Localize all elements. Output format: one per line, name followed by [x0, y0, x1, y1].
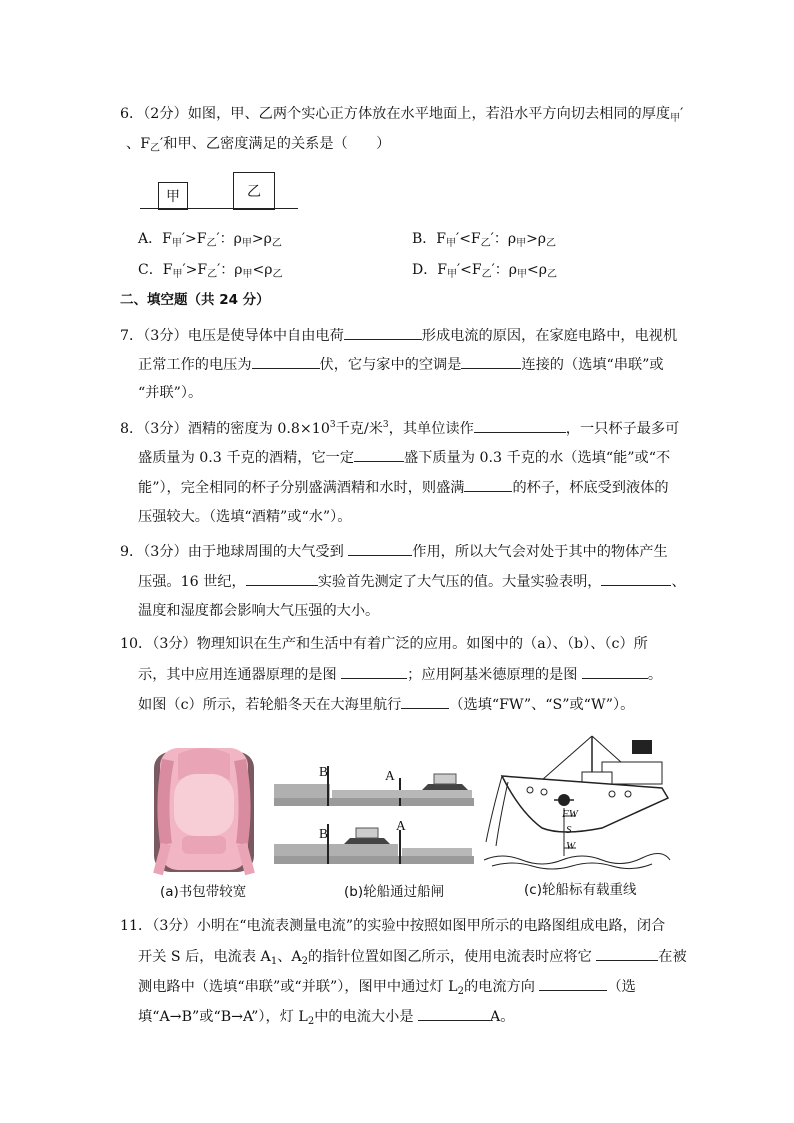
q9-blank-3[interactable]	[601, 571, 671, 586]
lock-lower	[274, 824, 474, 864]
q9-line2: 压强。16 世纪， 实验首先测定了大气压的值。大量实验表明， 、	[138, 571, 686, 592]
q7-blank-3[interactable]	[461, 354, 521, 369]
q10-blank-2[interactable]	[582, 664, 648, 679]
q11-line3: 测电路中（选填“串联”或“并联”），图甲中通过灯 $L_2$的电流方向 （选	[138, 976, 636, 999]
cube-yi: 乙	[233, 172, 275, 210]
q11-blank-1[interactable]	[596, 946, 658, 961]
label-b-lower: B	[319, 826, 329, 841]
q11-blank-2[interactable]	[539, 976, 607, 991]
q9-line1: 9．（3分）由于地球周围的大气受到 作用，所以大气会对处于其中的物体产生	[120, 541, 668, 562]
q11-line4: 填“A→B”或“B→A”），灯 $L_2$中的电流大小是 A。	[138, 1006, 514, 1029]
q10-line3: 如图（c）所示，若轮船冬天在大海里航行 （选填“FW”、“S”或“W”）。	[138, 694, 634, 715]
q10-line1: 10．（3分）物理知识在生产和生活中有着广泛的应用。如图中的（a）、（b）、（c）所	[120, 636, 648, 652]
ship-loadline-image	[482, 732, 672, 872]
q6-option-a[interactable]: A．$F_甲'>F_乙'$：$\rho_甲>\rho_乙$	[138, 231, 282, 249]
q8-blank-1[interactable]	[474, 418, 566, 433]
label-b-upper: B	[319, 764, 329, 779]
caption-a: (a)书包带较宽	[160, 884, 247, 900]
backpack-image	[138, 740, 270, 880]
label-a-lower: A	[396, 818, 406, 833]
q8-blank-2[interactable]	[354, 447, 404, 462]
q11-line2: 开关 S 后，电流表 $A_1$、$A_2$的指针位置如图乙所示，使用电流表时应将它 在被	[138, 946, 687, 969]
q8-line3: 能”），完全相同的杯子分别盛满酒精和水时，则盛满 的杯子，杯底受到液体的	[138, 477, 669, 498]
q8-line2: 盛质量为 0.3 千克的酒精，它一定 盛下质量为 0.3 千克的水（选填“能”或“不	[138, 447, 670, 468]
q7-line2: 正常工作的电压为 伏，它与家中的空调是 连接的（选填“串联”或	[138, 354, 664, 375]
caption-b: (b)轮船通过船闸	[344, 884, 445, 900]
q11-line1: 11．（3分）小明在“电流表测量电流”的实验中按照如图甲所示的电路图组成电路，闭合	[120, 918, 666, 934]
q6-line2: 、$F_乙'$和甲、乙密度满足的关系是（ ）	[126, 136, 391, 154]
q9-blank-1[interactable]	[348, 541, 412, 556]
label-fw: FW	[562, 808, 578, 820]
q11-blank-3[interactable]	[418, 1006, 490, 1021]
cube-jia: 甲	[158, 182, 188, 210]
ground-line	[140, 208, 298, 209]
q10-blank-3[interactable]	[401, 694, 449, 709]
label-a-upper: A	[385, 768, 395, 783]
q6-line1: 6．（2分）如图，甲、乙两个实心正方体放在水平地面上，若沿水平方向切去相同的厚度$_甲$′	[120, 106, 684, 124]
q9-blank-2[interactable]	[246, 571, 318, 586]
q6-option-d[interactable]: D．$F_甲'<F_乙'$：$\rho_甲<\rho_乙$	[412, 262, 557, 280]
label-w: W	[566, 840, 576, 852]
caption-c: (c)轮船标有载重线	[524, 882, 637, 898]
q7-line1: 7．（3分）电压是使导体中自由电荷 形成电流的原因，在家庭电路中，电视机	[120, 325, 677, 346]
q7-blank-1[interactable]	[344, 325, 422, 340]
q10-line2: 示，其中应用连通器原理的是图 ；应用阿基米德原理的是图 。	[138, 664, 662, 685]
section-title: 二、填空题（共 24 分）	[120, 292, 270, 308]
q6-option-b[interactable]: B．$F_甲'<F_乙'$：$\rho_甲>\rho_乙$	[412, 231, 557, 249]
q7-line3: “并联”）。	[138, 385, 203, 401]
q6-option-c[interactable]: C．$F_甲'>F_乙'$：$\rho_甲<\rho_乙$	[138, 262, 283, 280]
q7-blank-2[interactable]	[252, 354, 320, 369]
q8-line4: 压强较大。（选填“酒精”或“水”）。	[138, 509, 352, 525]
q9-line3: 温度和湿度都会影响大气压强的大小。	[138, 603, 380, 619]
ship-lock-image	[272, 760, 482, 876]
q10-blank-1[interactable]	[341, 664, 407, 679]
label-s: S	[566, 824, 572, 836]
q8-blank-3[interactable]	[464, 477, 512, 492]
q8-line1: 8．（3分）酒精的密度为 $0.8\times 10^3$千克/米$^3$，其单位读作 ，一只杯子最多可	[120, 420, 680, 437]
lock-upper	[274, 766, 474, 806]
